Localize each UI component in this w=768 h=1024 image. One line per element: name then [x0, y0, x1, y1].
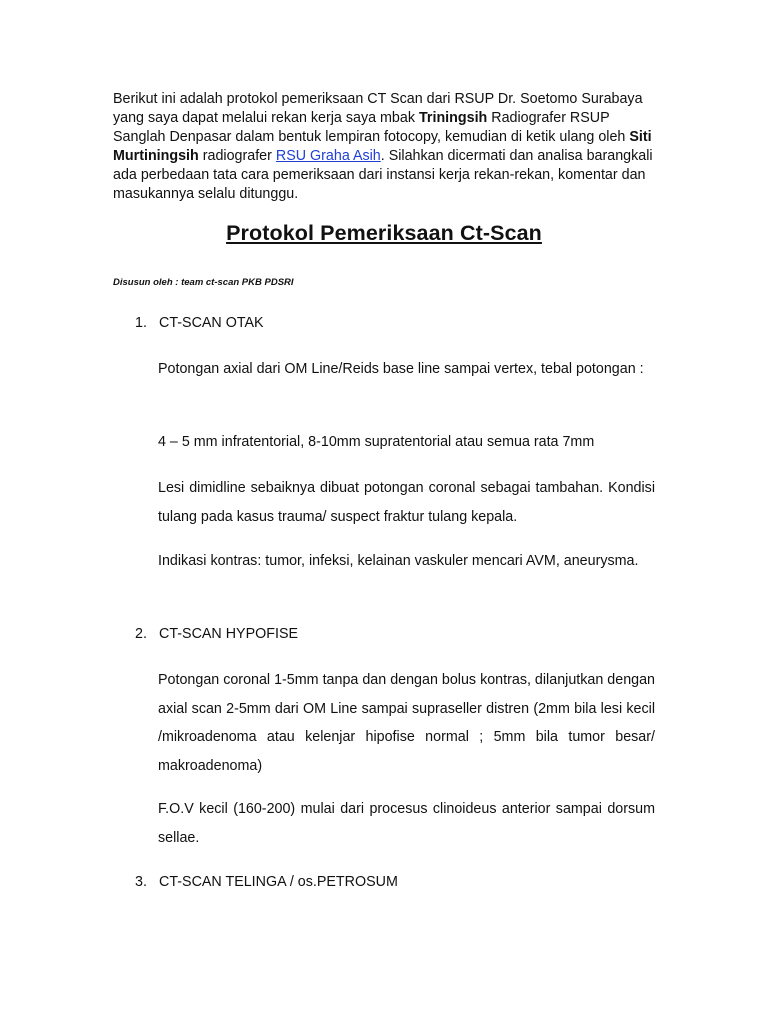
section-title: CT-SCAN OTAK [159, 315, 264, 331]
section-paragraph: Potongan coronal 1-5mm tanpa dan dengan bolus kontras, dilanjutkan dengan axial scan 2-5mm dari OM Line sampai supraseller distren (2mm bila lesi kecil /mikroadenoma atau kelenjar hipofise normal ; 5mm bila tumor besar/ makroadenoma) [158, 672, 655, 774]
section-number: 1. [135, 315, 147, 331]
section-paragraph: Potongan axial dari OM Line/Reids base line sampai vertex, tebal potongan : [158, 361, 644, 377]
intro-name-siti: Siti Murtiningsih [113, 129, 652, 164]
section-heading-otak [135, 314, 264, 333]
section-number: 2. [135, 626, 147, 642]
intro-text-2: Radiografer RSUP Sanglah Denpasar dalam bentuk lempiran fotocopy, kemudian di ketik ulang oleh [113, 110, 630, 145]
section-title: CT-SCAN TELINGA / os.PETROSUM [159, 874, 398, 890]
section-paragraph: Indikasi kontras: tumor, infeksi, kelainan vaskuler mencari AVM, aneurysma. [158, 553, 639, 569]
rsu-graha-asih-link[interactable]: RSU Graha Asih [275, 148, 381, 164]
section-paragraph: F.O.V kecil (160-200) mulai dari procesus clinoideus anterior sampai dorsum sellae. [158, 801, 655, 846]
document-title: Protokol Pemeriksaan Ct-Scan [226, 221, 542, 245]
section-paragraph: Lesi dimidline sebaiknya dibuat potongan coronal sebagai tambahan. Kondisi tulang pada kasus trauma/ suspect fraktur tulang kepala. [158, 480, 655, 525]
section-paragraph: 4 – 5 mm infratentorial, 8-10mm supratentorial atau semua rata 7mm [158, 434, 595, 450]
section-heading-hypofise [135, 625, 298, 644]
section-number: 3. [135, 874, 147, 890]
intro-text-4: . Silahkan dicermati dan analisa barangkali ada perbedaan tata cara pemeriksaan dari instansi kerja rekan-rekan, komentar dan masukannya selalu ditunggu. [113, 148, 653, 202]
section-heading-telinga [135, 873, 398, 892]
section-title: CT-SCAN HYPOFISE [159, 626, 299, 642]
intro-paragraph [113, 90, 653, 204]
intro-name-triningsih: Triningsih [418, 110, 488, 126]
intro-text-1: Berikut ini adalah protokol pemeriksaan CT Scan dari RSUP Dr. Soetomo Surabaya yang saya dapat melalui rekan kerja saya mbak [113, 91, 643, 126]
intro-text-3: radiografer [198, 148, 276, 164]
author-credit: Disusun oleh : team ct-scan PKB PDSRI [113, 277, 294, 288]
